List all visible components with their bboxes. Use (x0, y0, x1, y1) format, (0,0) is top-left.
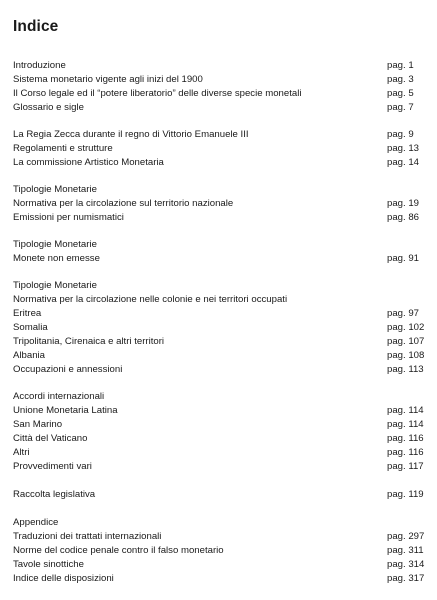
toc-section-heading (13, 516, 425, 530)
toc-entry-page: pag. 119 (387, 489, 424, 500)
toc-entry-label: Norme del codice penale contro il falso monetario (13, 545, 224, 556)
toc-entry-label: Normativa per la circolazione nelle colonie e nei territori occupati (13, 294, 288, 305)
toc-entry-label: Occupazioni e annessioni (13, 364, 123, 375)
toc-entry-page: pag. 116 (387, 433, 424, 444)
page-title: Indice (13, 18, 59, 35)
toc-entry (13, 544, 425, 558)
toc-section-heading (13, 238, 425, 252)
table-of-contents (13, 0, 425, 600)
toc-entry-page: pag. 86 (387, 212, 420, 223)
toc-section-heading (13, 390, 425, 404)
toc-entry-label: Città del Vaticano (13, 433, 88, 444)
toc-entry-label: Il Corso legale ed il “potere liberatorio” delle diverse specie monetali (13, 88, 302, 99)
toc-entry-page: pag. 114 (387, 419, 424, 430)
toc-entry-page: pag. 114 (387, 405, 424, 416)
toc-entry (13, 363, 425, 377)
toc-entry-label: Normativa per la circolazione sul territorio nazionale (13, 198, 234, 209)
toc-entry-page: pag. 317 (387, 573, 425, 584)
toc-entry-label: Sistema monetario vigente agli inizi del 1900 (13, 74, 203, 85)
toc-entry-label: Indice delle disposizioni (13, 573, 114, 584)
toc-entry (13, 87, 425, 101)
toc-entry (13, 404, 425, 418)
toc-entry-label: La Regia Zecca durante il regno di Vittorio Emanuele III (13, 129, 249, 140)
toc-section-heading (13, 183, 425, 197)
toc-entry (13, 488, 425, 502)
toc-entry-label: Tipologie Monetarie (13, 184, 97, 195)
toc-entry (13, 558, 425, 572)
toc-entry (13, 307, 425, 321)
toc-entry-page: pag. 19 (387, 198, 420, 209)
toc-entry (13, 197, 425, 211)
toc-entry (13, 211, 425, 225)
toc-entry (13, 572, 425, 586)
toc-entry-page: pag. 113 (387, 364, 424, 375)
toc-entry-page: pag. 311 (387, 545, 424, 556)
toc-entry-label: La commissione Artistico Monetaria (13, 157, 164, 168)
toc-entry-page: pag. 116 (387, 447, 424, 458)
toc-entry-page: pag. 13 (387, 143, 420, 154)
toc-entry-page: pag. 297 (387, 531, 425, 542)
toc-entry-label: Introduzione (13, 60, 66, 71)
toc-entry-label: Monete non emesse (13, 253, 100, 264)
toc-entry-label: Glossario e sigle (13, 102, 84, 113)
toc-entry-page: pag. 7 (387, 102, 414, 113)
toc-entry (13, 252, 425, 266)
toc-entry-label: Traduzioni dei trattati internazionali (13, 531, 162, 542)
toc-entry-label: San Marino (13, 419, 63, 430)
toc-entry (13, 73, 425, 87)
toc-entry (13, 335, 425, 349)
toc-entry (13, 446, 425, 460)
toc-entry (13, 530, 425, 544)
toc-entry-label: Albania (13, 350, 46, 361)
toc-entry-page: pag. 117 (387, 461, 424, 472)
toc-entry-label: Eritrea (13, 308, 42, 319)
toc-entry-label: Accordi internazionali (13, 391, 105, 402)
toc-entry (13, 156, 425, 170)
toc-entry (13, 432, 425, 446)
toc-entry (13, 142, 425, 156)
toc-entry-label: Regolamenti e strutture (13, 143, 113, 154)
toc-entry-label: Somalia (13, 322, 48, 333)
toc-entry-label: Tavole sinottiche (13, 559, 84, 570)
toc-entry (13, 349, 425, 363)
toc-entry (13, 59, 425, 73)
toc-entry-label: Tipologie Monetarie (13, 280, 97, 291)
toc-entry-page: pag. 5 (387, 88, 414, 99)
toc-entry-label: Provvedimenti vari (13, 461, 92, 472)
toc-entry-label: Emissioni per numismatici (13, 212, 124, 223)
toc-entry-label: Altri (13, 447, 30, 458)
toc-entry-page: pag. 3 (387, 74, 414, 85)
toc-entry-page: pag. 91 (387, 253, 420, 264)
toc-entry-page: pag. 108 (387, 350, 425, 361)
toc-entry (13, 418, 425, 432)
toc-entry-page: pag. 107 (387, 336, 425, 347)
toc-entry-label: Unione Monetaria Latina (13, 405, 118, 416)
toc-entry (13, 101, 425, 115)
toc-entry-page: pag. 314 (387, 559, 425, 570)
toc-entry-label: Tipologie Monetarie (13, 239, 97, 250)
toc-entry-page: pag. 1 (387, 60, 414, 71)
toc-section-heading (13, 279, 425, 293)
toc-entry (13, 128, 425, 142)
toc-entry (13, 460, 425, 474)
toc-entry-page: pag. 9 (387, 129, 414, 140)
toc-entry-page: pag. 102 (387, 322, 425, 333)
toc-entry (13, 293, 425, 307)
toc-entry-label: Appendice (13, 517, 59, 528)
toc-entry-page: pag. 14 (387, 157, 420, 168)
toc-entry (13, 321, 425, 335)
toc-entry-label: Raccolta legislativa (13, 489, 96, 500)
toc-entry-page: pag. 97 (387, 308, 420, 319)
toc-entry-label: Tripolitania, Cirenaica e altri territori (13, 336, 165, 347)
